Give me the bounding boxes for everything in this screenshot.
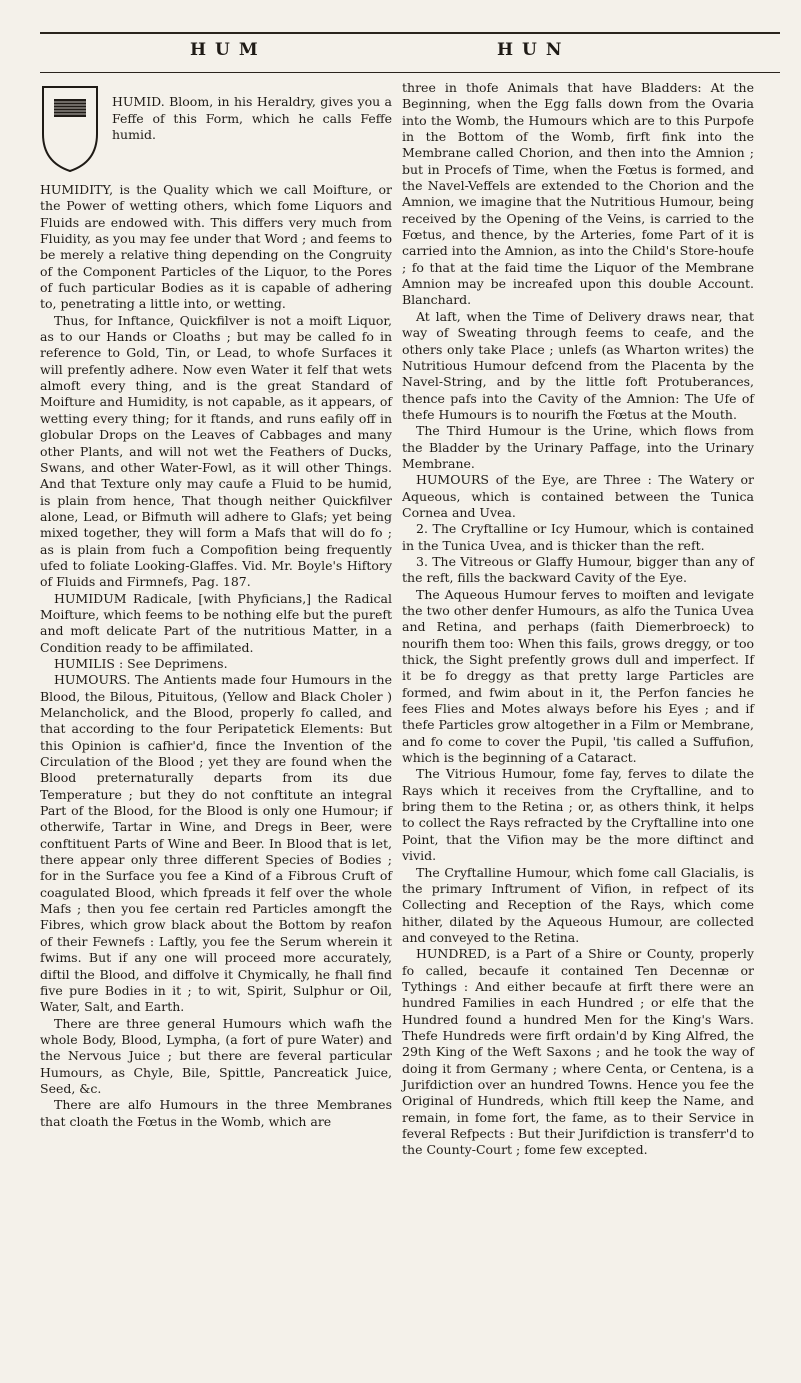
entry-paragraph: 3. The Vitreous or Glaffy Humour, bigger than any of the reft, fills the backward Cavity of the Eye.	[402, 553, 754, 586]
entry-paragraph: HUMIDUM Radicale, [with Phyficians,] the Radical Moifture, which feems to be nothing elfe but the pureft and moft delicate Part of the nutritious Matter, in a Condition ready to be affimilated.	[40, 590, 392, 655]
entry-paragraph: There are three general Humours which wafh the whole Body, Blood, Lympha, (a fort of pure Water) and the Nervous Juice ; but there are feveral particular Humours, as Chyle, Bile, Spittle, Pancreatick Juice, Seed, &c.	[40, 1015, 392, 1096]
top-rule	[40, 32, 780, 34]
entry-paragraph: HUMOURS. The Antients made four Humours in the Blood, the Bilous, Pituitous, (Yellow and Black Choler ) Melancholick, and the Blood, properly fo called, and that according to the four Peripatetick Elements: But this Opinion is cafhier'd, fince the Invention of the Circulation of the Blood ; yet they are found when the Blood preternaturally departs from its due Temperature ; but they do not conftitute an integral Part of the Blood, for the Blood is only one Humour; if otherwife, Tartar in Wine, and Dregs in Beer, were conftituent Parts of Wine and Beer. In Blood that is let, there appear only three different Species of Bodies ; for in the Surface you fee a Kind of a Fibrous Cruft of coagulated Blood, which fpreads it felf over the whole Mafs ; then you fee certain red Particles amongft the Fibres, which grow black about the Bottom by reafon of their Fewnefs : Laftly, you fee the Serum wherein it fwims. But if any one will proceed more accurately, diftil the Blood, and diffolve it Chymically, he fhall find five pure Bodies in it ; to wit, Spirit, Sulphur or Oil, Water, Salt, and Earth.	[40, 672, 392, 1015]
left-column	[40, 80, 392, 1130]
running-head-left: HUM	[190, 40, 267, 60]
heraldry-entry-text: HUMID. Bloom, in his Heraldry, gives you a Feffe of this Form, which he calls Feffe humid.	[112, 94, 392, 142]
entry-paragraph: HUMILIS : See Deprimens.	[54, 655, 228, 671]
entry-paragraph: HUMOURS of the Eye, are Three : The Watery or Aqueous, which is contained between the Tunica Cornea and Uvea.	[402, 472, 754, 520]
entry-paragraph: HUNDRED, is a Part of a Shire or County, properly fo called, becaufe it contained Ten Decennæ or Tythings : And either becaufe at firft there were an hundred Families in each Hundred ; or elfe that the Hundred found a hundred Men for the King's Wars. Thefe Hundreds were firft ordain'd by King Alfred, the 29th King of the Weft Saxons ; and he took the way of doing it from Germany ; where Centa, or Centena, is a Jurifdiction over an hundred Towns. Hence you fee the Original of Hundreds, which ftill keep the Name, and remain, in fome fort, the fame, as to their Service in feveral Refpects : But their Jurifdiction is transferr'd to the County-Court ; fome few excepted.	[402, 946, 754, 1158]
entry-paragraph: 2. The Cryftalline or Icy Humour, which is contained in the Tunica Uvea, and is thicker than the reft.	[402, 521, 754, 553]
entry-paragraph: The Cryftalline Humour, which fome call Glacialis, is the primary Inftrument of Vifion, in refpect of its Collecting and Reception of the Rays, which come hither, dilated by the Aqueous Humour, are collected and conveyed to the Retina.	[402, 864, 754, 945]
right-column	[402, 80, 754, 1159]
entry-paragraph: HUMIDITY, is the Quality which we call Moifture, or the Power of wetting others, which fome Liquors and Fluids are endowed with. This differs very much from Fluidity, as you may fee under that Word ; and feems to be merely a relative thing depending on the Congruity of the Component Particles of the Liquor, to the Pores of fuch particular Bodies as it is capable of adhering to, penetrating a little into, or wetting.	[40, 182, 392, 312]
heraldry-entry	[40, 84, 392, 174]
entry-paragraph: Thus, for Inftance, Quickfilver is not a moift Liquor, as to our Hands or Cloaths ; but may be called fo in reference to Gold, Tin, or Lead, to whofe Surfaces it will prefently adhere. Now even Water it felf that wets almoft every thing, and is the great Standard of Moifture and Humidity, is not capable, as it appears, of wetting every thing; for it ftands, and runs eafily off in globular Drops on the Leaves of Cabbages and many other Plants, and will not wet the Feathers of Ducks, Swans, and other Water-Fowl, as it will other Things. And that Texture only may caufe a Fluid to be humid, is plain from hence, That though neither Quickfilver alone, Lead, or Bifmuth will adhere to Glafs; yet being mixed together, they will form a Mafs that will do fo ; as is plain from fuch a Compofition being frequently ufed to foliate Looking-Glaffes. Vid. Mr. Boyle's Hiftory of Fluids and Firmnefs, Pag. 187.	[40, 312, 392, 590]
entry-paragraph: The Aqueous Humour ferves to moiften and levigate the two other denfer Humours, as alfo the Tunica Uvea and Retina, and perhaps (faith Diemerbroeck) to nourifh them too: When this fails, grows dreggy, or too thick, the Sight prefently grows dull and imperfect. If it be fo dreggy as that pretty large Particles are formed, and fwim about in it, the Perfon fancies he fees Flies and Motes always before his Eyes ; and if thefe Particles grow altogether in a Film or Membrane, and fo come to cover the Pupil, 'tis called a Suffufion, which is the beginning of a Cataract.	[402, 586, 754, 766]
entry-paragraph: The Vitrious Humour, fome fay, ferves to dilate the Rays which it receives from the Cryftalline, and to bring them to the Retina ; or, as others think, it helps to collect the Rays refracted by the Cryftalline into one Point, that the Vifion may be the more diftinct and vivid.	[402, 766, 754, 864]
fesse-humid-shield-icon	[40, 84, 100, 174]
running-head-right: HUN	[497, 40, 571, 60]
header-rule	[40, 72, 780, 73]
entry-paragraph: The Third Humour is the Urine, which flows from the Bladder by the Urinary Paffage, into the Urinary Membrane.	[402, 423, 754, 471]
entry-paragraph: three in thofe Animals that have Bladders: At the Beginning, when the Egg falls down from the Ovaria into the Womb, the Humours which are to this Purpofe in the Bottom of the Womb, firft fink into the Membrane called Chorion, and then into the Amnion ; but in Procefs of Time, when the Fœtus is formed, and the Navel-Veffels are extended to the Chorion and the Amnion, we imagine that the Nutritious Humour, being received by the Opening of the Veins, is carried to the Fœtus, and thence, by the Arteries, fome Part of it is carried into the Amnion, as into the Child's Store-houfe ; fo that at the faid time the Liquor of the Membrane Amnion may be increafed upon this double Account. Blanchard.	[402, 80, 754, 308]
entry-paragraph: At laft, when the Time of Delivery draws near, that way of Sweating through feems to ceafe, and the others only take Place ; unlefs (as Wharton writes) the Nutritious Humour defcend from the Placenta by the Navel-String, and by the little foft Protuberances, thence pafs into the Cavity of the Amnion: The Ufe of thefe Humours is to nourifh the Fœtus at the Mouth.	[402, 308, 754, 422]
entry-paragraph: There are alfo Humours in the three Membranes that cloath the Fœtus in the Womb, which are	[40, 1097, 392, 1129]
